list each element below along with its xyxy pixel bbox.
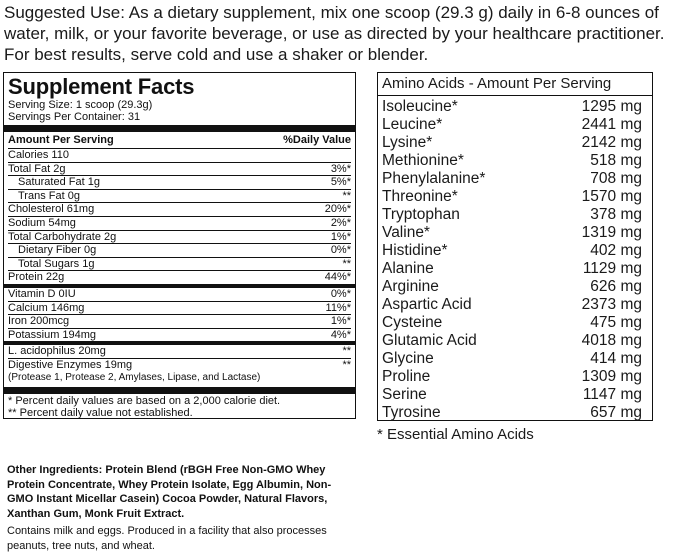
amino-acid-amount: 518 mg [590, 152, 642, 169]
amino-acid-name: Glycine [382, 350, 434, 367]
amino-acid-name: Valine* [382, 224, 430, 241]
amino-acid-row [382, 98, 642, 116]
nutrient-row [8, 271, 351, 284]
nutrient-daily-value: 11%* [325, 301, 351, 314]
nutrient-daily-value: 20%* [324, 203, 351, 216]
amino-acid-row [382, 296, 642, 314]
acidophilus-row [8, 345, 351, 359]
amino-acid-name: Phenylalanine* [382, 170, 486, 187]
amino-acid-amount: 1570 mg [581, 188, 642, 205]
nutrient-row [8, 217, 351, 231]
nutrient-label: Total Sugars 1g [18, 257, 95, 270]
amino-acid-amount: 708 mg [590, 170, 642, 187]
amino-acid-amount: 657 mg [590, 404, 642, 421]
nutrient-daily-value: ** [342, 257, 351, 270]
amino-acid-row [382, 404, 642, 422]
nutrient-label: Calcium 146mg [8, 301, 85, 314]
nutrient-row [8, 149, 351, 163]
daily-value-label: %Daily Value [283, 134, 351, 146]
nutrient-rows-minerals [8, 288, 351, 341]
amino-acid-row [382, 314, 642, 332]
footnotes [8, 394, 351, 420]
suggested-use-text: Suggested Use: As a dietary supplement, mix one scoop (29.3 g) daily in 6-8 ounces of water, milk, or your favorite beverage, or use as directed by your healthcare practitioner. For best results, serve cold and use a shaker or blender. [4, 3, 665, 64]
nutrient-label: Iron 200mcg [8, 315, 70, 328]
nutrient-row [8, 163, 351, 177]
essential-note: * Essential Amino Acids [377, 426, 534, 443]
amino-acid-row [382, 260, 642, 278]
nutrient-daily-value: 4%* [330, 328, 351, 341]
amino-acid-row [382, 116, 642, 134]
nutrient-label: Protein 22g [8, 271, 65, 284]
acidophilus-value: ** [342, 345, 351, 358]
nutrient-label: Trans Fat 0g [18, 189, 80, 202]
supplement-facts-panel [3, 72, 356, 419]
enzymes-value: ** [342, 358, 351, 371]
amino-acid-amount: 402 mg [590, 242, 642, 259]
amino-acid-amount: 626 mg [590, 278, 642, 295]
amino-acid-row [382, 224, 642, 242]
nutrient-row [8, 190, 351, 204]
amino-acid-amount: 378 mg [590, 206, 642, 223]
amino-acids-list [378, 96, 652, 422]
nutrient-daily-value: 2%* [330, 216, 351, 229]
nutrient-row [8, 258, 351, 272]
amino-acid-row [382, 368, 642, 386]
nutrient-row [8, 203, 351, 217]
amino-acid-name: Isoleucine* [382, 98, 458, 115]
allergen-statement: Contains milk and eggs. Produced in a facility that also processes peanuts, tree nuts, and wheat. [7, 525, 327, 552]
nutrient-label: Saturated Fat 1g [18, 176, 100, 189]
amino-acid-name: Alanine [382, 260, 434, 277]
amino-acid-amount: 475 mg [590, 314, 642, 331]
amino-acid-name: Methionine* [382, 152, 464, 169]
amino-acid-row [382, 242, 642, 260]
amino-acid-name: Histidine* [382, 242, 448, 259]
amino-acid-amount: 2441 mg [581, 116, 642, 133]
amino-acid-name: Serine [382, 386, 427, 403]
servings-per-container: Servings Per Container: 31 [8, 111, 141, 123]
nutrient-row [8, 288, 351, 302]
amino-acid-name: Leucine* [382, 116, 443, 133]
amino-acid-amount: 2373 mg [581, 296, 642, 313]
nutrient-row [8, 302, 351, 316]
amino-acid-amount: 1309 mg [581, 368, 642, 385]
amino-acid-name: Tryptophan [382, 206, 460, 223]
nutrient-label: Total Carbohydrate 2g [8, 230, 117, 243]
amino-acid-name: Arginine [382, 278, 439, 295]
thick-divider [4, 125, 355, 132]
amino-acids-header: Amino Acids - Amount Per Serving [378, 73, 652, 96]
nutrient-daily-value: 1%* [330, 230, 351, 243]
amino-acid-name: Glutamic Acid [382, 332, 477, 349]
nutrient-label: Dietary Fiber 0g [18, 244, 97, 257]
enzymes-sub: (Protease 1, Protease 2, Amylases, Lipase, and Lactase) [8, 371, 261, 383]
amino-acid-row [382, 386, 642, 404]
amino-acid-amount: 1147 mg [582, 386, 642, 403]
thick-divider-bottom [4, 387, 355, 394]
nutrient-daily-value: 1%* [330, 315, 351, 328]
enzymes-row [8, 359, 351, 384]
amino-acid-name: Aspartic Acid [382, 296, 472, 313]
amino-acid-name: Tyrosine [382, 404, 441, 421]
footnote-2: ** Percent daily value not established. [8, 407, 193, 419]
amino-acid-row [382, 206, 642, 224]
footnote-1: * Percent daily values are based on a 2,000 calorie diet. [8, 394, 281, 407]
amount-per-serving-label: Amount Per Serving [8, 134, 114, 146]
amino-acid-row [382, 188, 642, 206]
amino-acid-row [382, 152, 642, 170]
nutrient-label: Vitamin D 0IU [8, 287, 76, 300]
acidophilus-label: L. acidophilus 20mg [8, 345, 106, 358]
nutrient-daily-value: 44%* [324, 271, 351, 284]
nutrient-row [8, 329, 351, 342]
nutrient-row [8, 176, 351, 190]
amino-acids-panel [377, 72, 653, 421]
amino-acid-name: Threonine* [382, 188, 458, 205]
nutrient-label: Calories 110 [8, 149, 69, 161]
amino-acid-row [382, 170, 642, 188]
serving-size: Serving Size: 1 scoop (29.3g) [8, 99, 153, 111]
nutrient-daily-value: 0%* [330, 244, 351, 257]
nutrient-rows-main [8, 149, 351, 284]
nutrient-daily-value: 3%* [330, 162, 351, 175]
amino-acid-amount: 1295 mg [581, 98, 642, 115]
enzymes-label: Digestive Enzymes 19mg [8, 358, 133, 371]
other-ingredients: Other Ingredients: Protein Blend (rBGH Free Non-GMO Whey Protein Concentrate, Whey Protein Isolate, Egg Albumin, Non-GMO Instant Micellar Casein) Cocoa Powder, Natural Flavors, Xanthan Gum, Monk Fruit Extract. [7, 464, 332, 520]
amino-acid-amount: 2142 mg [581, 134, 642, 151]
nutrient-daily-value: 0%* [330, 287, 351, 300]
nutrient-row [8, 231, 351, 245]
supplement-facts-title: Supplement Facts [8, 74, 195, 99]
amino-acid-row [382, 332, 642, 350]
amino-acid-amount: 414 mg [590, 350, 642, 367]
nutrient-daily-value: ** [342, 189, 351, 202]
facts-header [8, 132, 351, 149]
nutrient-row [8, 244, 351, 258]
amino-acid-row [382, 134, 642, 152]
amino-acid-amount: 1129 mg [582, 260, 642, 277]
nutrient-label: Cholesterol 61mg [8, 203, 95, 216]
nutrient-label: Total Fat 2g [8, 162, 66, 175]
nutrient-label: Potassium 194mg [8, 328, 97, 341]
amino-acid-amount: 1319 mg [581, 224, 642, 241]
amino-acid-name: Cysteine [382, 314, 443, 331]
nutrient-row [8, 315, 351, 329]
amino-acid-name: Proline [382, 368, 431, 385]
amino-acid-row [382, 278, 642, 296]
amino-acid-name: Lysine* [382, 134, 433, 151]
nutrient-label: Sodium 54mg [8, 216, 76, 229]
amino-acid-row [382, 350, 642, 368]
amino-acid-amount: 4018 mg [581, 332, 642, 349]
nutrient-daily-value: 5%* [330, 176, 351, 189]
